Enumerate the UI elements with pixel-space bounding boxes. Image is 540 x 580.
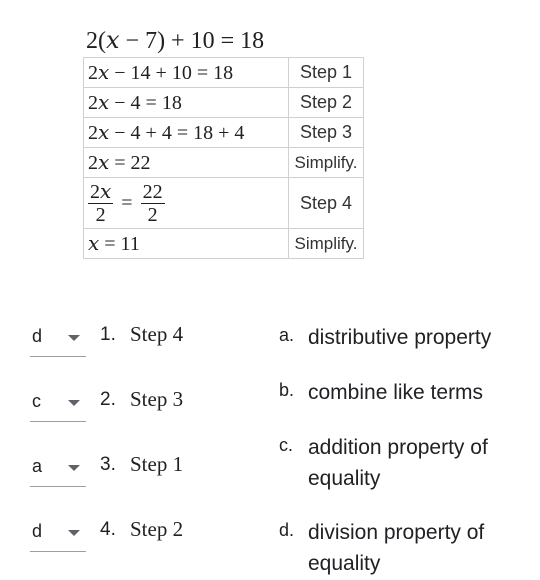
question-number: 1. [100,324,116,345]
question-text: Step 1 [130,452,184,476]
step-expression: 2𝑥 = 22 [84,148,289,178]
option-letter: c. [279,435,294,455]
table-row [84,148,364,178]
option-text: distributive property [308,326,492,349]
fraction-numerator: 2𝑥 [90,180,112,203]
step-expression: 2𝑥 − 14 + 10 = 18 [84,58,289,88]
step-label: Step 3 [289,118,364,148]
dropdown-selected-value: d [32,326,43,346]
question-text: Step 3 [130,387,184,411]
step-expression: 2𝑥 − 4 = 18 [84,88,289,118]
answer-dropdown-2[interactable] [30,387,86,422]
answer-dropdown-3[interactable] [30,452,86,487]
question-text: Step 2 [130,517,184,541]
equation-title: 2(𝑥 − 7) + 10 = 18 [86,28,265,54]
fraction-right [141,181,165,226]
step-expression [84,178,289,229]
table-row [84,118,364,148]
table-row [84,58,364,88]
equals-sign: = [121,191,133,214]
step-label: Simplify. [289,148,364,178]
chevron-down-icon [68,335,80,341]
step-label: Step 2 [289,88,364,118]
dropdown-selected-value: c [32,391,41,411]
option-text: division property of equality [308,521,485,575]
option-letter: d. [279,520,295,540]
question-number: 2. [100,389,116,410]
steps-table [83,57,364,259]
question-number: 3. [100,454,116,475]
answer-dropdown-4[interactable] [30,517,86,552]
chevron-down-icon [68,465,80,471]
option-letter: b. [279,380,295,400]
answer-dropdown-1[interactable] [30,322,86,357]
table-row [84,88,364,118]
chevron-down-icon [68,530,80,536]
step-label: Step 1 [289,58,364,88]
chevron-down-icon [68,400,80,406]
option-text: combine like terms [308,381,484,404]
question-number: 4. [100,519,116,540]
option-text: addition property of equality [308,436,488,490]
question-text: Step 4 [130,322,184,346]
step-expression: 𝑥 = 11 [84,229,289,259]
option-letter: a. [279,325,295,345]
step-label: Simplify. [289,229,364,259]
fraction-denominator: 2 [147,203,158,226]
dropdown-selected-value: d [32,521,43,541]
step-label: Step 4 [289,178,364,229]
fraction-denominator: 2 [95,203,106,226]
fraction-left [88,181,113,226]
dropdown-selected-value: a [32,456,43,476]
table-row [84,229,364,259]
step-expression: 2𝑥 − 4 + 4 = 18 + 4 [84,118,289,148]
fraction-numerator: 22 [142,180,163,203]
table-row [84,178,364,229]
